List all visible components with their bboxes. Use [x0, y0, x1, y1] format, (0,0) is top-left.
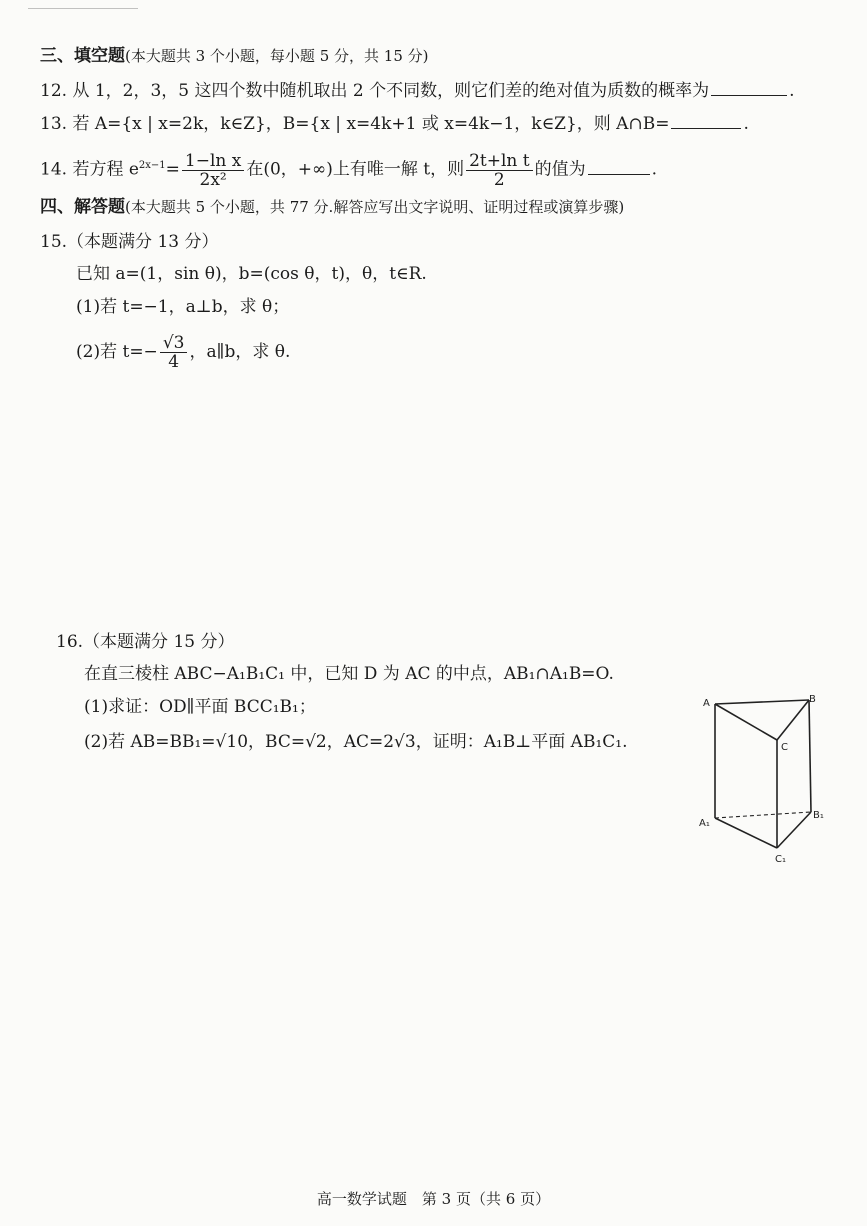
- question-14-middle: 在(0，+∞)上有唯一解 t，则: [246, 159, 465, 180]
- fraction-2: [466, 152, 533, 189]
- edge-BB1: [809, 700, 811, 812]
- section-4-heading: [40, 195, 624, 219]
- fraction-1-numerator: 1−ln x: [182, 152, 244, 171]
- answer-blank-12[interactable]: [711, 79, 787, 96]
- question-13-text: 13. 若 A={x | x=2k，k∈Z}，B={x | x=4k+1 或 x=4k−1，k∈Z}，则 A∩B=: [40, 114, 670, 134]
- question-12-period: .: [789, 81, 795, 101]
- question-16-header: 16.（本题满分 15 分）: [56, 632, 235, 652]
- section-3-title: 三、填空题: [40, 46, 125, 66]
- question-13: [40, 112, 749, 136]
- question-12: [40, 79, 795, 103]
- question-12-text: 12. 从 1，2，3，5 这四个数中随机取出 2 个不同数，则它们差的绝对值为质数的概率为: [40, 81, 710, 101]
- vertex-label-A: A: [703, 698, 710, 709]
- answer-blank-13[interactable]: [671, 112, 741, 129]
- question-14: [40, 146, 657, 190]
- fraction-2-numerator: 2t+ln t: [466, 152, 533, 171]
- edge-AC: [715, 704, 777, 740]
- fraction-numerator: √3: [160, 334, 188, 353]
- sqrt3-over-4-fraction: [160, 334, 188, 371]
- edge-A1C1: [715, 818, 777, 848]
- answer-blank-14[interactable]: [588, 158, 650, 175]
- section-4-note: (本大题共 5 个小题，共 77 分.解答应写出文字说明、证明过程或演算步骤): [125, 198, 625, 216]
- question-15-part-1: (1)若 t=−1，a⊥b，求 θ；: [76, 297, 290, 317]
- question-14-suffix: 的值为: [534, 159, 586, 180]
- question-14-equals: =: [165, 159, 180, 180]
- page-footer: 高一数学试题 第 3 页（共 6 页）: [316, 1190, 551, 1208]
- vertex-label-C1: C₁: [775, 854, 786, 865]
- question-15-part-2-prefix: (2)若 t=−: [76, 342, 158, 362]
- question-13-period: .: [743, 114, 749, 134]
- fraction-2-denominator: 2: [493, 169, 505, 190]
- edge-B1C1: [777, 812, 811, 848]
- question-14-exponent: 2x−1: [138, 160, 166, 171]
- question-14-prefix: 14. 若方程 e: [40, 159, 139, 180]
- question-16-part-2: (2)若 AB=BB₁=√10，BC=√2，AC=2√3，证明：A₁B⊥平面 AB₁C₁.: [84, 732, 628, 752]
- section-3-note: (本大题共 3 个小题，每小题 5 分，共 15 分): [125, 47, 429, 65]
- question-15-header: 15.（本题满分 13 分）: [40, 232, 219, 252]
- edge-AB: [715, 700, 809, 704]
- scan-edge-mark: [28, 0, 138, 9]
- section-3-heading: [40, 44, 429, 68]
- fraction-denominator: 4: [168, 352, 180, 372]
- vertex-label-B1: B₁: [813, 810, 824, 821]
- edge-A1B1-hidden: [715, 812, 811, 818]
- edge-BC: [777, 700, 809, 740]
- vertex-label-A1: A₁: [699, 818, 710, 829]
- vertex-label-B: B: [809, 694, 816, 705]
- fraction-1-denominator: 2x²: [199, 169, 227, 190]
- section-4-title: 四、解答题: [40, 197, 125, 217]
- question-15-given: 已知 a=(1，sin θ)，b=(cos θ，t)，θ，t∈R.: [76, 264, 427, 284]
- question-16-part-1: (1)求证：OD∥平面 BCC₁B₁；: [84, 697, 316, 717]
- triangular-prism-figure: [695, 690, 835, 870]
- vertex-label-C: C: [781, 742, 788, 753]
- question-16-given: 在直三棱柱 ABC−A₁B₁C₁ 中，已知 D 为 AC 的中点，AB₁∩A₁B=O.: [84, 664, 614, 684]
- question-15-part-2-suffix: ，a∥b，求 θ.: [189, 342, 291, 362]
- question-15-part-2: [76, 332, 290, 372]
- question-14-period: .: [651, 159, 657, 180]
- fraction-1: [182, 152, 244, 189]
